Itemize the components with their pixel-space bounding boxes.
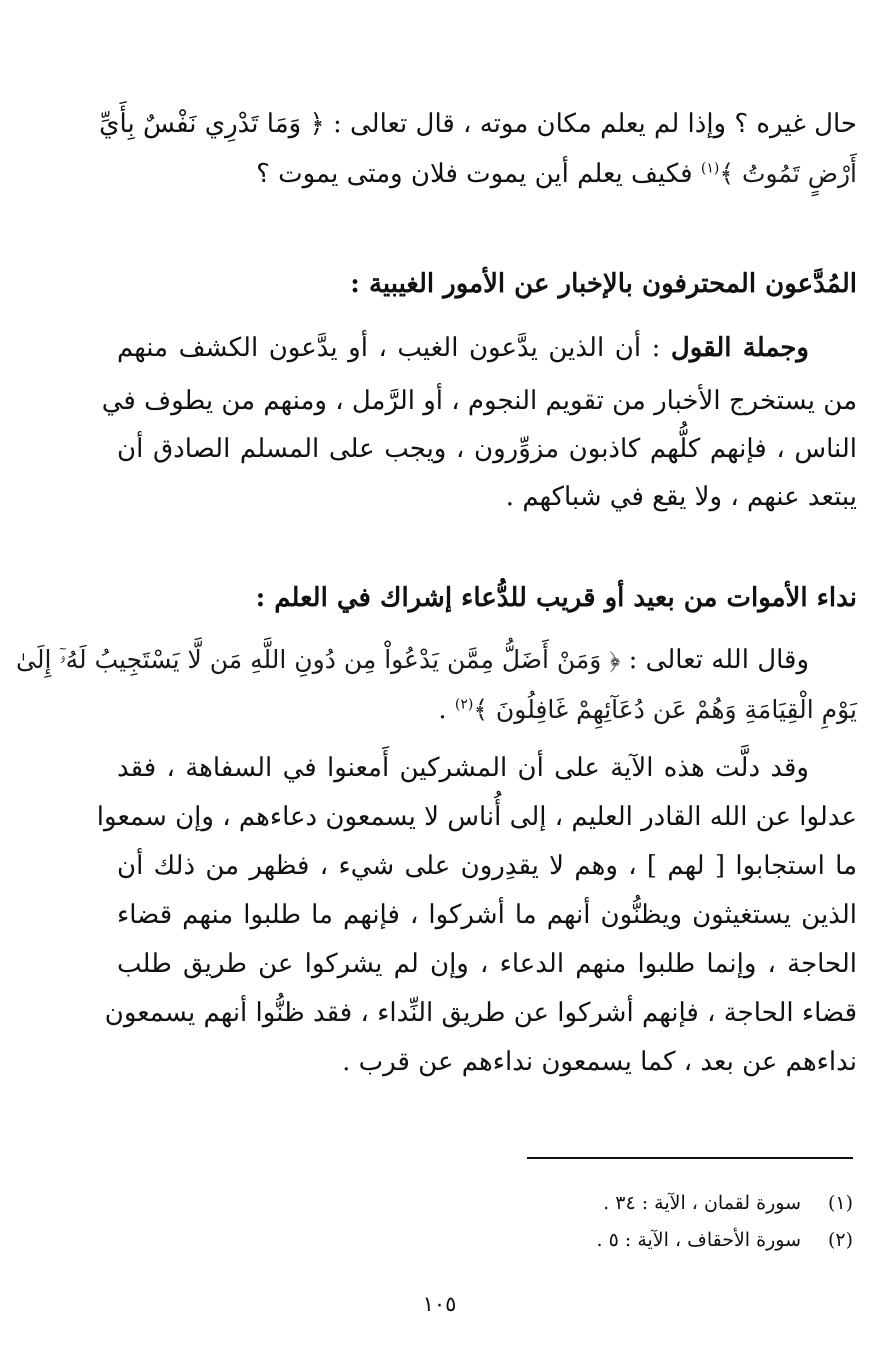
body-text-line [96,797,857,839]
body-text-line [101,381,857,423]
quran-verse: يَوْمِ الْقِيَامَةِ وَهُمْ عَن دُعَآئِهِمْ غَافِلُونَ ﴾ [473,695,857,724]
body-text: نداءهم عن بعد ، كما يسمعون نداءهم عن قرب . [342,1047,857,1077]
body-text-line [117,328,857,370]
footnote-text: سورة الأحقاف ، الآية : ٥ . [596,1229,801,1251]
body-text-line [117,895,857,937]
footnote-divider [527,1157,853,1159]
body-text-line [117,690,857,732]
body-text-line [117,154,857,196]
section-heading-text: نداء الأموات من بعيد أو قريب للدُّعاء إشراك في العلم : [255,583,857,613]
footnote [153,1226,853,1254]
footnote-number: (٢) [827,1229,853,1251]
body-text: الحاجة ، وإنما طلبوا منهم الدعاء ، وإن لم يشركوا عن طريق طلب [117,949,857,979]
body-text: ما استجابوا [ لهم ] ، وهم لا يقدِرون على شيء ، فظهر من ذلك أن [117,851,857,881]
body-text-line [117,477,857,519]
body-text: الذين يستغيثون ويظنُّون أنهم ما أشركوا ، فإنهم ما طلبوا منهم قضاء [117,900,857,930]
body-text-line [117,429,857,471]
section-heading-text: المُدَّعون المحترفون بالإخبار عن الأمور الغيبية : [350,269,857,299]
body-text: . [438,695,447,725]
body-text: فكيف يعلم أين يموت فلان ومتى يموت ؟ [256,159,693,189]
body-text: يبتعد عنهم ، ولا يقع في شباكهم . [505,482,857,512]
body-text-line [117,846,857,888]
body-text: الناس ، فإنهم كلُّهم كاذبون مزوِّرون ، ويجب على المسلم الصادق أن [117,434,857,464]
body-text: : أن الذين يدَّعون الغيب ، أو يدَّعون الكشف منهم [117,333,661,363]
body-text-line [117,1042,857,1084]
footnote-text: سورة لقمان ، الآية : ٣٤ . [603,1192,801,1214]
body-text: عدلوا عن الله القادر العليم ، إلى أُناس لا يسمعون دعاءهم ، وإن سمعوا [96,802,857,832]
footnote-reference: (٢) [454,696,474,713]
body-text: من يستخرج الأخبار من تقويم النجوم ، أو الرَّمل ، ومنهم من يطوف في [101,386,857,416]
quran-verse: ﴿ وَمَنْ أَضَلُّ مِمَّن يَدْعُواْ مِن دُونِ اللَّهِ مَن لَّا يَسْتَجِيبُ لَهُۥٓ إِلَىٰ [16,645,621,674]
body-text-line [117,944,857,986]
body-text-line [99,104,857,146]
body-text-line [117,748,857,790]
section-heading [117,578,857,620]
footnote [153,1189,853,1217]
lead-phrase: وجملة القول [670,333,809,363]
page-number: ١٠٥ [422,1292,457,1316]
body-text: وقال الله تعالى : [628,645,809,675]
quran-verse: أَرْضٍ تَمُوتُ ﴾ [719,159,857,188]
section-heading [117,264,857,306]
body-text: قضاء الحاجة ، فإنهم أشركوا عن طريق النِّداء ، فقد ظنُّوا أنهم يسمعون [104,998,857,1028]
body-text-line [16,640,857,682]
footnote-number: (١) [827,1192,853,1214]
body-text: وقد دلَّت هذه الآية على أن المشركين أَمعنوا في السفاهة ، فقد [117,753,809,783]
body-text-line [104,993,857,1035]
body-text: حال غيره ؟ وإذا لم يعلم مكان موته ، قال تعالى : ﴿ وَمَا تَدْرِي نَفْسٌ بِأَيِّ [99,109,857,139]
footnote-reference: (١) [700,160,720,177]
